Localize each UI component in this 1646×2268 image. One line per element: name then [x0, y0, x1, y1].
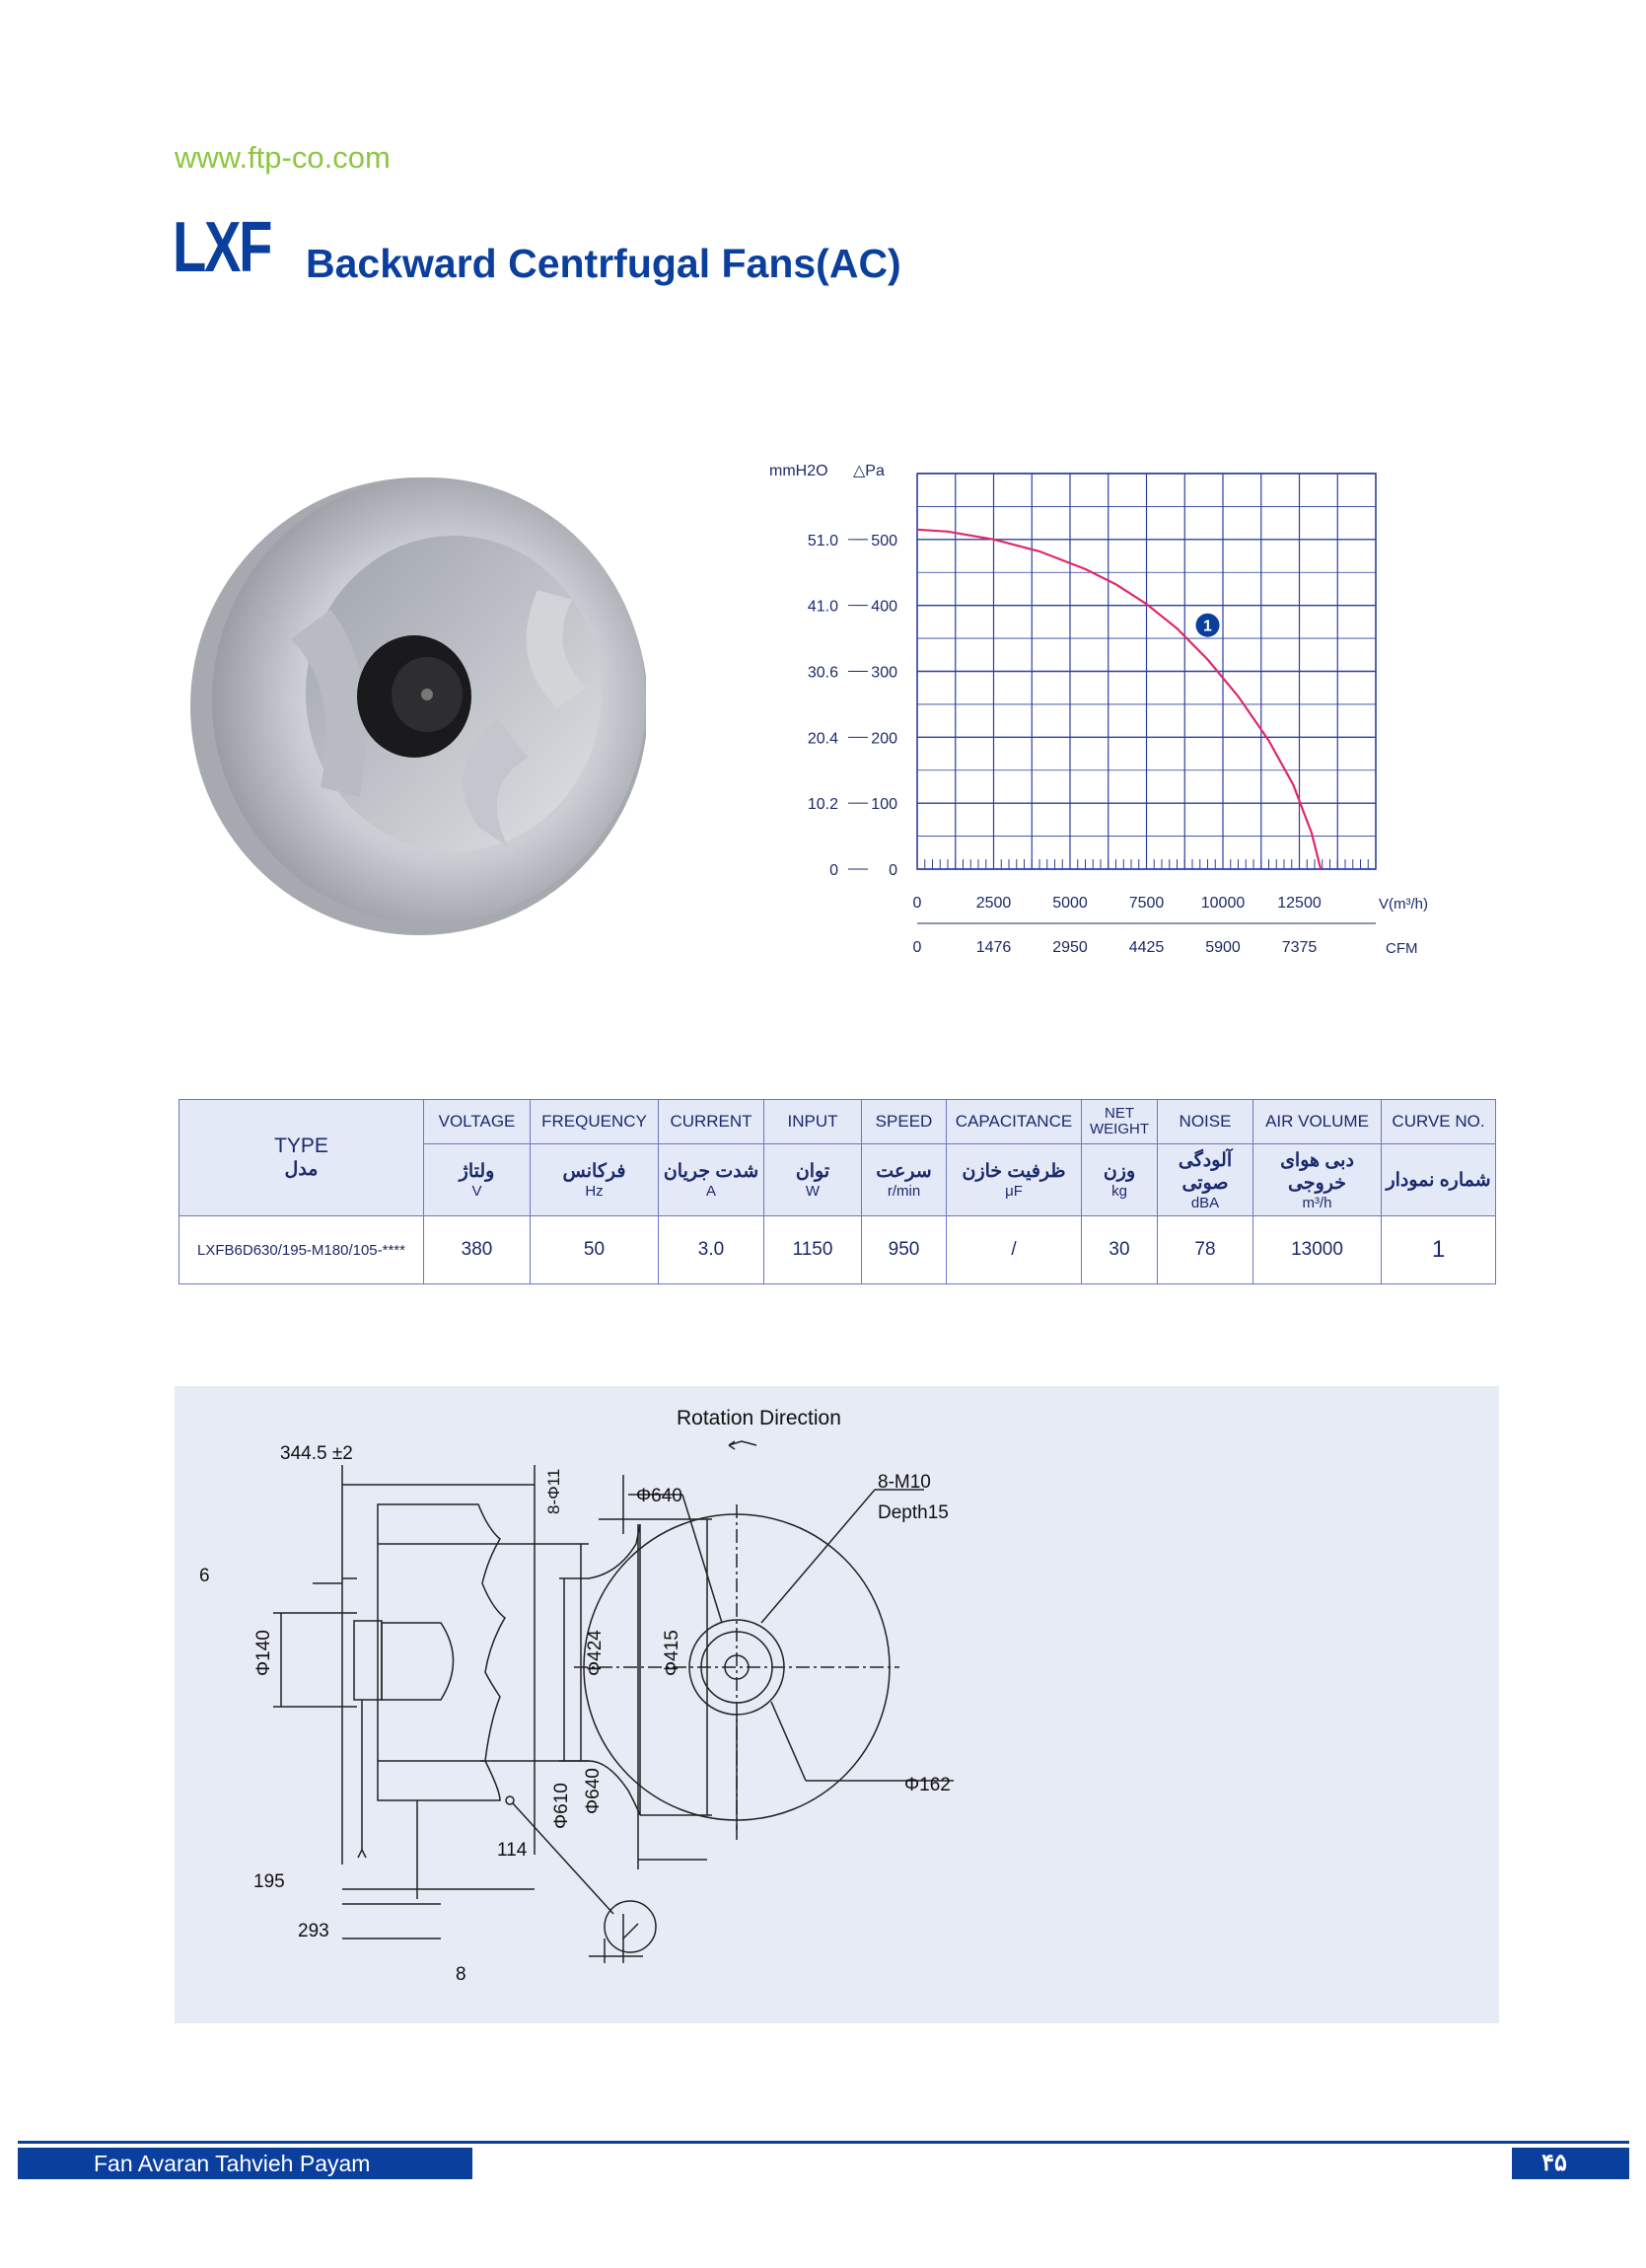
- col-noise-fa: آلودگی صوتی dBA: [1158, 1144, 1253, 1216]
- col-voltage-fa: ولتاژ V: [424, 1144, 531, 1216]
- y-tick-mmh2o: 51.0: [807, 532, 838, 549]
- col-capacitance: CAPACITANCE: [947, 1100, 1082, 1144]
- col-net-weight: NET WEIGHT: [1082, 1100, 1158, 1144]
- x-label-cfm: CFM: [1386, 940, 1418, 957]
- col-speed: SPEED: [862, 1100, 947, 1144]
- x-tick-m3h: 7500: [1128, 895, 1165, 912]
- y-tick-mmh2o: 10.2: [807, 796, 838, 814]
- dim-293: 293: [298, 1921, 329, 1941]
- col-current-fa: شدت جریان A: [659, 1144, 764, 1216]
- y-tick-mmh2o: 0: [829, 862, 838, 879]
- cell-voltage: 380: [424, 1216, 531, 1284]
- dim-8: 8: [456, 1964, 466, 1985]
- dim-195: 195: [253, 1871, 285, 1892]
- dimension-drawing: [175, 1386, 1499, 2023]
- col-air-volume-fa: دبی هوای خروجی m³/h: [1253, 1144, 1382, 1216]
- cell-noise: 78: [1158, 1216, 1253, 1284]
- x-tick-m3h: 12500: [1277, 895, 1322, 912]
- col-air-volume: AIR VOLUME: [1253, 1100, 1382, 1144]
- y-tick-pa: 300: [871, 664, 897, 682]
- x-label-m3h: V(m³/h): [1379, 896, 1428, 913]
- x-tick-cfm: 5900: [1205, 939, 1241, 956]
- x-tick-cfm: 4425: [1128, 939, 1165, 956]
- y-tick-pa: 100: [871, 796, 897, 814]
- y-label-mmh2o: mmH2O: [769, 463, 828, 479]
- y-tick-mmh2o: 30.6: [807, 664, 838, 682]
- x-tick-m3h: 5000: [1052, 895, 1088, 912]
- y-tick-mmh2o: 20.4: [807, 730, 838, 748]
- chart-marks: [808, 530, 1376, 956]
- y-tick-mmh2o: 41.0: [807, 598, 838, 616]
- page-title: Backward Centrfugal Fans(AC): [306, 241, 901, 286]
- dim-415: Φ415: [662, 1630, 682, 1676]
- dim-344: 344.5 ±2: [280, 1443, 353, 1464]
- dim-6: 6: [199, 1566, 210, 1586]
- curve-label: 1: [1203, 618, 1212, 635]
- x-tick-m3h: 10000: [1200, 895, 1246, 912]
- dim-8m10: 8-M10: [878, 1472, 931, 1493]
- performance-chart: [769, 454, 1460, 967]
- cell-model: LXFB6D630/195-M180/105-****: [179, 1216, 424, 1284]
- col-frequency-fa: فرکانس Hz: [531, 1144, 659, 1216]
- col-speed-fa: سرعت r/min: [862, 1144, 947, 1216]
- type-label-fa: مدل: [284, 1159, 319, 1180]
- col-capacitance-fa: ظرفیت خازن μF: [947, 1144, 1082, 1216]
- type-label: TYPE: [274, 1134, 328, 1157]
- col-input: INPUT: [764, 1100, 862, 1144]
- y-tick-pa: 500: [871, 532, 897, 549]
- y-tick-pa: 200: [871, 730, 897, 748]
- cell-curve-no: 1: [1382, 1216, 1496, 1284]
- x-tick-m3h: 2500: [975, 895, 1012, 912]
- table-row: [179, 1216, 1496, 1284]
- site-url: www.ftp-co.com: [175, 140, 391, 175]
- cell-air-volume: 13000: [1253, 1216, 1382, 1284]
- col-net-weight-fa: وزن kg: [1082, 1144, 1158, 1216]
- dim-162: Φ162: [904, 1775, 951, 1795]
- technical-drawing-panel: [175, 1386, 1499, 2023]
- type-header: [179, 1100, 424, 1216]
- x-tick-m3h: 0: [912, 895, 922, 912]
- dim-424: Φ424: [585, 1630, 606, 1676]
- dim-114: 114: [497, 1840, 528, 1861]
- footer-line: [18, 2141, 1629, 2144]
- x-tick-cfm: 1476: [975, 939, 1012, 956]
- cell-capacitance: /: [947, 1216, 1082, 1284]
- cell-input: 1150: [764, 1216, 862, 1284]
- dim-640: Φ640: [636, 1486, 682, 1506]
- cell-frequency: 50: [531, 1216, 659, 1284]
- page-number: ۴۵: [1541, 2150, 1567, 2176]
- y-tick-pa: 400: [871, 598, 897, 616]
- rotation-label: Rotation Direction: [677, 1407, 841, 1429]
- col-current: CURRENT: [659, 1100, 764, 1144]
- x-tick-cfm: 2950: [1052, 939, 1088, 956]
- x-tick-cfm: 0: [912, 939, 922, 956]
- cell-net-weight: 30: [1082, 1216, 1158, 1284]
- dim-640-vert: Φ640: [583, 1768, 604, 1814]
- spec-table: [179, 1099, 1496, 1284]
- footer-company: Fan Avaran Tahvieh Payam: [94, 2151, 371, 2176]
- y-label-pa: △Pa: [853, 463, 885, 479]
- cell-speed: 950: [862, 1216, 947, 1284]
- y-tick-pa: 0: [889, 862, 897, 879]
- col-voltage: VOLTAGE: [424, 1100, 531, 1144]
- col-curve-no: CURVE NO.: [1382, 1100, 1496, 1144]
- dim-depth: Depth15: [878, 1502, 949, 1523]
- brand-logo: LXF: [173, 208, 271, 287]
- col-noise: NOISE: [1158, 1100, 1253, 1144]
- col-frequency: FREQUENCY: [531, 1100, 659, 1144]
- col-curve-no-fa: شماره نمودار: [1382, 1144, 1496, 1216]
- cell-current: 3.0: [659, 1216, 764, 1284]
- series-line-1: [917, 530, 1321, 869]
- x-tick-cfm: 7375: [1281, 939, 1318, 956]
- dim-8phi11: 8-Φ11: [544, 1468, 563, 1514]
- dim-140: Φ140: [253, 1630, 274, 1676]
- col-input-fa: توان W: [764, 1144, 862, 1216]
- dim-610: Φ610: [551, 1783, 572, 1829]
- chart-grid: [917, 474, 1376, 869]
- centrifugal-fan-impeller-icon: [182, 472, 646, 940]
